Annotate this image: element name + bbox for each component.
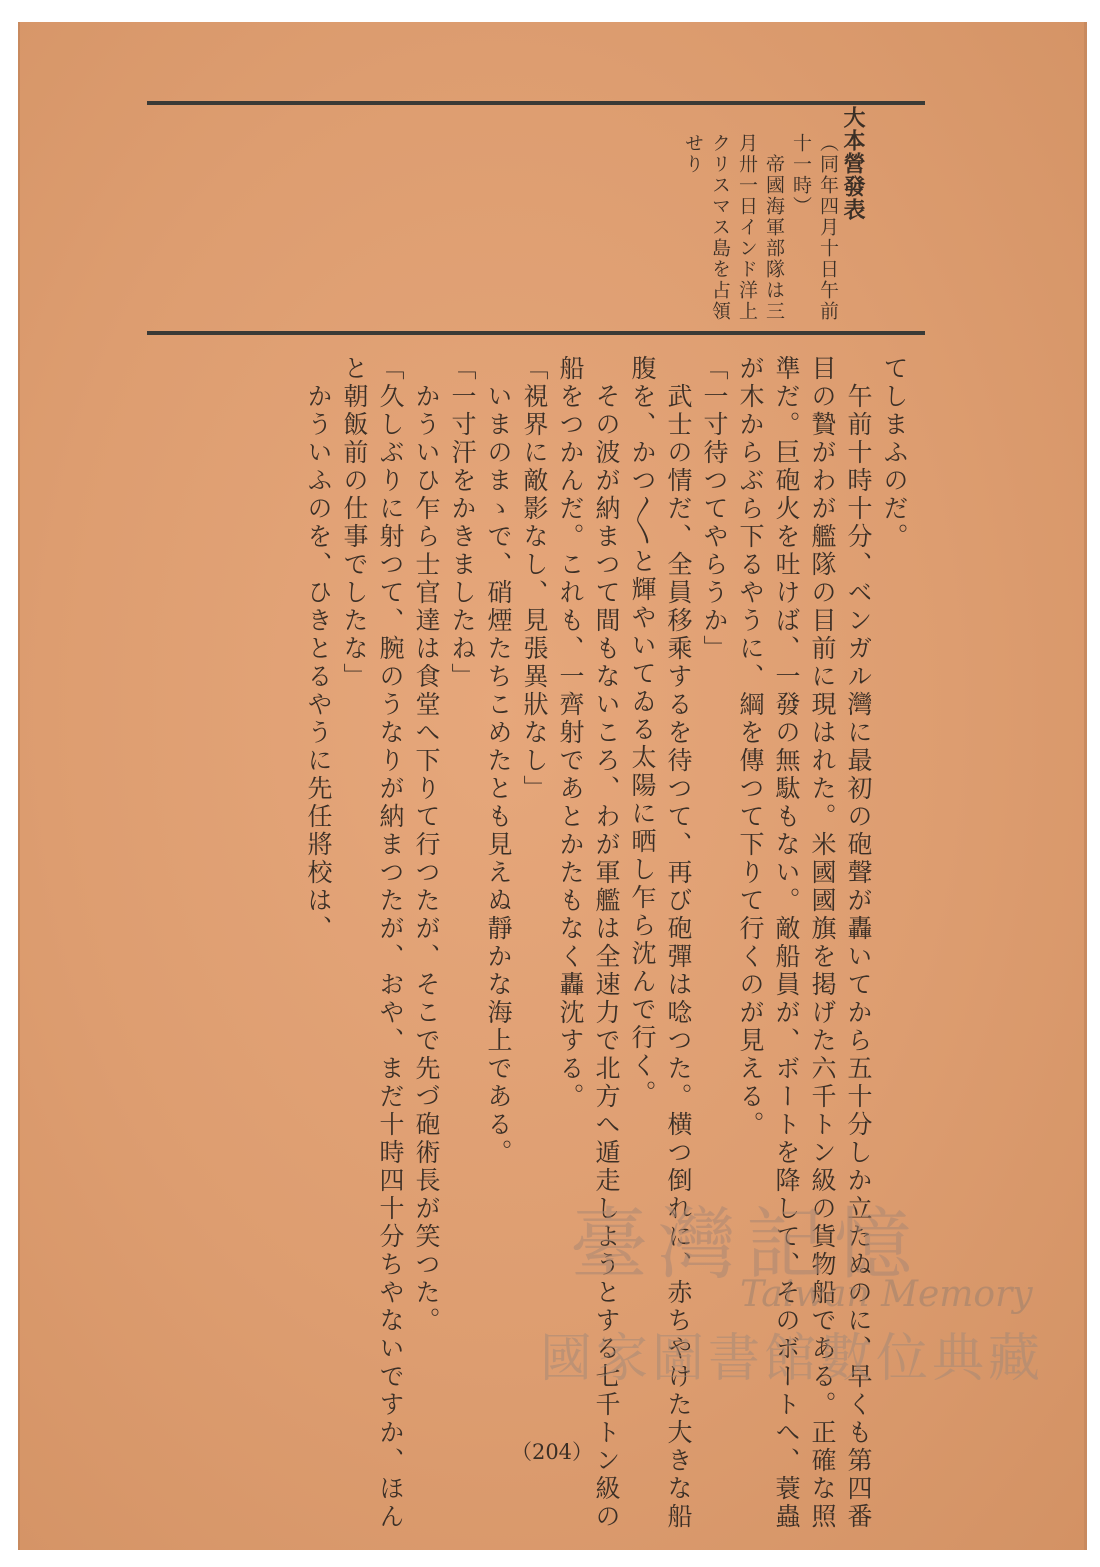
text-column: 船をつかんだ。これも、一齊射であとかたもなく轟沈する。: [556, 355, 585, 1111]
text-column: かういひ乍ら士官達は食堂へ下りて行つたが、そこで先づ砲術長が笑つた。: [412, 355, 441, 1335]
book-page: [18, 22, 1087, 1550]
header-line: （同年四月十日午前: [817, 133, 839, 322]
header-title: 大本營發表: [840, 106, 866, 221]
header-line: せり: [682, 133, 704, 175]
text-column: 目の贄がわが艦隊の目前に現はれた。米國國旗を掲げた六千トン級の貨物船である。正確な照: [808, 355, 837, 1531]
text-column: 「一寸汗をかきましたね」: [448, 355, 477, 691]
text-column: いまのまゝで、硝煙たちこめたとも見えぬ靜かな海上である。: [484, 355, 513, 1167]
text-column: が木からぶら下るやうに、綱を傳つて下りて行くのが見える。: [736, 355, 765, 1139]
header-line: 月卅一日インド洋上: [736, 133, 758, 322]
text-column: 「視界に敵影なし、見張異狀なし」: [520, 355, 549, 803]
text-column: 武士の情だ、全員移乘するを待つて、再び砲彈は唸つた。横つ倒れに、赤ちやけた大きな船: [664, 355, 693, 1531]
page-number: （204）: [510, 1440, 594, 1464]
text-column: 午前十時十分、ベンガル灣に最初の砲聲が轟いてから五十分しか立たぬのに、早くも第四番: [844, 355, 873, 1531]
header-line: クリスマス島を占領: [709, 133, 731, 322]
text-column: 「久しぶりに射つて、腕のうなりが納まつたが、おや、まだ十時四十分ちやないですか、ほん: [376, 355, 405, 1531]
library-watermark: [540, 1182, 1060, 1442]
text-column: と朝飯前の仕事でしたな」: [340, 355, 369, 691]
text-column: かういふのを、ひきとるやうに先任將校は、: [304, 355, 333, 943]
header-bottom-rule: [147, 331, 925, 335]
header-line: 帝國海軍部隊は三: [763, 133, 785, 322]
watermark-logo-text: 臺灣記憶: [570, 1200, 923, 1290]
text-column: 準だ。巨砲火を吐けば、一發の無駄もない。敵船員が、ボートを降して、そのボートへ、蓑蟲: [772, 355, 801, 1531]
text-column: その波が納まつて間もないころ、わが軍艦は全速力で北方へ遁走しようとする七千トン級の: [592, 355, 621, 1531]
text-column: 「一寸待つてやらうか」: [700, 355, 729, 663]
text-column: てしまふのだ。: [880, 355, 909, 551]
text-column: 腹を、かつ〳〵と輝やいてゐる太陽に晒し乍ら沈んで行く。: [628, 355, 657, 1108]
watermark-subtitle: 國家圖書館數位典藏: [540, 1329, 1045, 1389]
header-line: 十一時）: [790, 133, 812, 217]
header-top-rule: [147, 101, 925, 105]
watermark-english: Taiwan Memory: [740, 1274, 1033, 1315]
